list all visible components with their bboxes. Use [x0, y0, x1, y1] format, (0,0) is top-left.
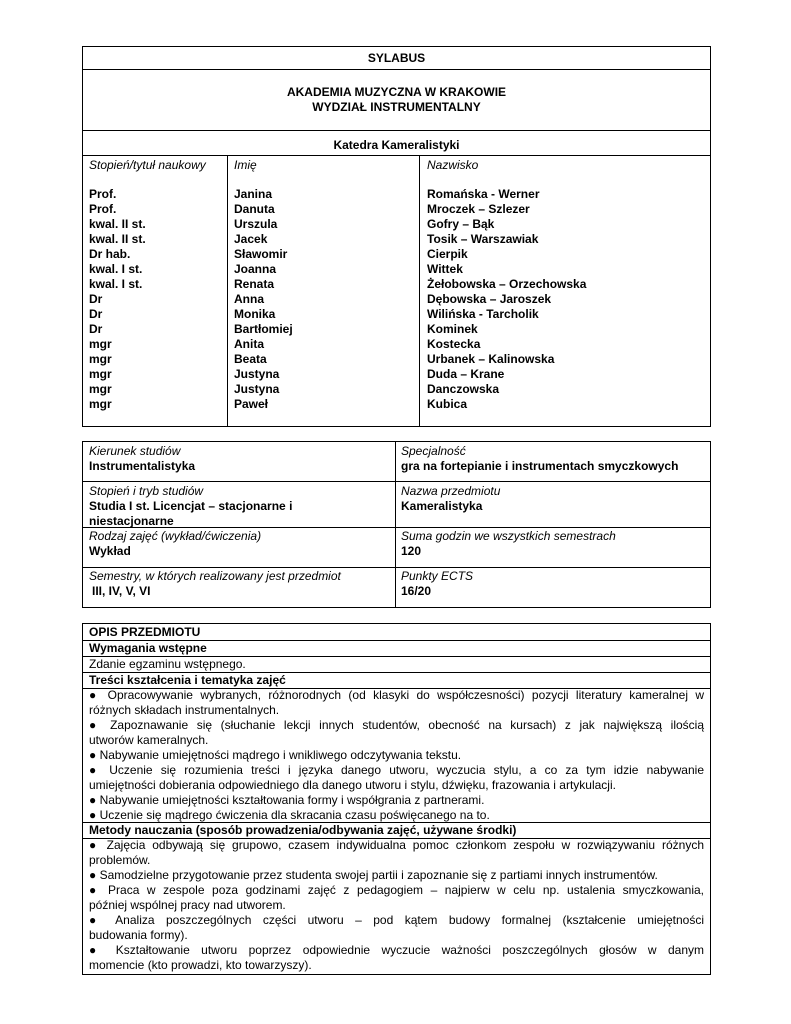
info-table [82, 441, 711, 608]
staff-last-name: Romańska - Werner [427, 187, 540, 201]
staff-first-name: Janina [234, 187, 273, 201]
staff-first-name: Renata [234, 277, 275, 291]
staff-last-name: Mroczek – Szlezer [427, 202, 530, 216]
staff-last-name: Wittek [427, 262, 463, 276]
specjalnosc-label: Specjalność [401, 444, 466, 458]
staff-degree: mgr [89, 367, 112, 381]
staff-first-name: Bartłomiej [234, 322, 293, 336]
suma-cell [401, 529, 616, 559]
tresci-item: ● Nabywanie umiejętności mądrego i wnikliwego odczytywania tekstu. [89, 748, 462, 762]
staff-degree: kwal. I st. [89, 262, 143, 276]
metody-item: ● Kształtowanie utworu poprzez odpowiednie wyczucie ważności poszczególnych głosów w danym [89, 943, 704, 957]
metody-item: ● Analiza poszczególnych części utworu – pod kątem budowy formalnej (kształcenie umiejętności [89, 913, 704, 927]
tresci-list [83, 688, 710, 823]
staff-degree: mgr [89, 382, 112, 396]
staff-degree: Dr [89, 292, 103, 306]
tresci-item: ● Zapoznawanie się (słuchanie lekcji innych studentów, obecność na kursach) z jak największą ilością [89, 718, 704, 732]
tresci-item: ● Nabywanie umiejętności kształtowania formy i współgrania z partnerami. [89, 793, 485, 807]
staff-degree: kwal. II st. [89, 217, 146, 231]
semestry-cell [89, 569, 341, 599]
specjalnosc-value: gra na fortepianie i instrumentach smyczkowych [401, 459, 679, 473]
metody-item-continued: problemów. [89, 853, 151, 867]
staff-degree: mgr [89, 352, 112, 366]
staff-last-name: Wilińska - Tarcholik [427, 307, 539, 321]
metody-item: ● Zajęcia odbywają się grupowo, czasem indywidualna pomoc członkom zespołu w rozwiązywaniu różnych [89, 838, 704, 852]
staff-degree: mgr [89, 397, 112, 411]
academy-name [83, 85, 710, 115]
staff-degree: kwal. II st. [89, 232, 146, 246]
staff-first-name: Monika [234, 307, 276, 321]
przedmiot-value: Kameralistyka [401, 499, 483, 513]
metody-item-continued: później wspólnej pracy nad utworem. [89, 898, 286, 912]
department-name: Katedra Kameralistyki [333, 138, 460, 152]
tresci-item-continued: umiejętności dobierania odpowiedniego dla danego utworu i stylu, dźwięku, frazowania i artykulacji. [89, 778, 616, 792]
tresci-title: Treści kształcenia i tematyka zajęć [89, 673, 286, 687]
staff-first-name: Jacek [234, 232, 268, 246]
staff-first-name: Justyna [234, 367, 280, 381]
rodzaj-cell [89, 529, 261, 559]
staff-first-name: Joanna [234, 262, 277, 276]
kierunek-cell [89, 444, 195, 474]
course-description-table [82, 623, 711, 975]
staff-degree: Dr hab. [89, 247, 131, 261]
wymagania-title: Wymagania wstępne [89, 641, 207, 655]
metody-list [83, 838, 710, 973]
wymagania-text: Zdanie egzaminu wstępnego. [89, 657, 246, 671]
tresci-item: ● Uczenie się mądrego ćwiczenia dla skracania czasu poświęcanego na to. [89, 808, 490, 822]
tresci-item: ● Opracowywanie wybranych, różnorodnych (od klasyki do współczesności) pozycji literatury kameralnej w [89, 688, 704, 702]
staff-first-name: Paweł [234, 397, 269, 411]
syllabus-title: SYLABUS [367, 51, 426, 65]
ects-value: 16/20 [401, 584, 432, 598]
header-table [82, 46, 711, 427]
ects-label: Punkty ECTS [401, 569, 474, 583]
semestry-label: Semestry, w których realizowany jest przedmiot [89, 569, 341, 583]
opis-title: OPIS PRZEDMIOTU [89, 625, 201, 639]
staff-first-name: Anita [234, 337, 264, 351]
col-first-name-header: Imię [234, 158, 257, 172]
staff-last-name: Kostecka [427, 337, 481, 351]
stopien-cell [89, 484, 292, 529]
przedmiot-label: Nazwa przedmiotu [401, 484, 501, 498]
staff-degree: Dr [89, 307, 103, 321]
staff-first-name: Danuta [234, 202, 275, 216]
col-degree-header: Stopień/tytuł naukowy [89, 158, 206, 172]
staff-degree: mgr [89, 337, 112, 351]
tresci-item-continued: różnych składach instrumentalnych. [89, 703, 280, 717]
specjalnosc-cell [401, 444, 678, 474]
staff-last-name: Danczowska [427, 382, 500, 396]
staff-last-name: Kominek [427, 322, 478, 336]
staff-degree: kwal. I st. [89, 277, 143, 291]
staff-last-name: Duda – Krane [427, 367, 505, 381]
staff-last-name: Kubica [427, 397, 468, 411]
staff-first-name: Beata [234, 352, 267, 366]
tresci-item-continued: utworów kameralnych. [89, 733, 209, 747]
suma-label: Suma godzin we wszystkich semestrach [401, 529, 616, 543]
staff-last-name: Urbanek – Kalinowska [427, 352, 555, 366]
academy-line1: AKADEMIA MUZYCZNA W KRAKOWIE [286, 85, 507, 99]
kierunek-value: Instrumentalistyka [89, 459, 196, 473]
metody-item: ● Praca w zespole poza godzinami zajęć z pedagogiem – najpierw w celu np. ustalenia smyczkowania, [89, 883, 704, 897]
stopien-value-line1: Studia I st. Licencjat – stacjonarne i [89, 499, 293, 513]
staff-degree: Prof. [89, 187, 117, 201]
staff-degree: Prof. [89, 202, 117, 216]
tresci-item: ● Uczenie się rozumienia treści i języka danego utworu, wyczucia stylu, a co za tym idzie nabywanie [89, 763, 704, 777]
semestry-value: III, IV, V, VI [92, 584, 151, 598]
staff-degree: Dr [89, 322, 103, 336]
staff-first-name: Urszula [234, 217, 278, 231]
staff-last-name: Żełobowska – Orzechowska [427, 277, 587, 291]
staff-first-name: Anna [234, 292, 264, 306]
metody-title: Metody nauczania (sposób prowadzenia/odbywania zajęć, używane środki) [89, 823, 517, 837]
staff-first-name: Justyna [234, 382, 280, 396]
staff-first-name: Sławomir [234, 247, 288, 261]
academy-line2: WYDZIAŁ INSTRUMENTALNY [312, 100, 481, 114]
kierunek-label: Kierunek studiów [89, 444, 181, 458]
staff-last-name: Gofry – Bąk [427, 217, 495, 231]
rodzaj-value: Wykład [89, 544, 131, 558]
staff-last-name: Dębowska – Jaroszek [427, 292, 552, 306]
metody-item-continued: momencie (kto prowadzi, kto towarzyszy). [89, 958, 312, 972]
staff-last-name: Cierpik [427, 247, 468, 261]
przedmiot-cell [401, 484, 500, 514]
suma-value: 120 [401, 544, 422, 558]
col-last-name-header: Nazwisko [427, 158, 479, 172]
ects-cell [401, 569, 473, 599]
stopien-value-line2: niestacjonarne [89, 514, 174, 528]
staff-last-name: Tosik – Warszawiak [427, 232, 539, 246]
metody-item: ● Samodzielne przygotowanie przez studenta swojej partii i zapoznanie się z partiami innych instrumentów. [89, 868, 658, 882]
stopien-label: Stopień i tryb studiów [89, 484, 204, 498]
metody-item-continued: budowania formy). [89, 928, 188, 942]
rodzaj-label: Rodzaj zajęć (wykład/ćwiczenia) [89, 529, 262, 543]
